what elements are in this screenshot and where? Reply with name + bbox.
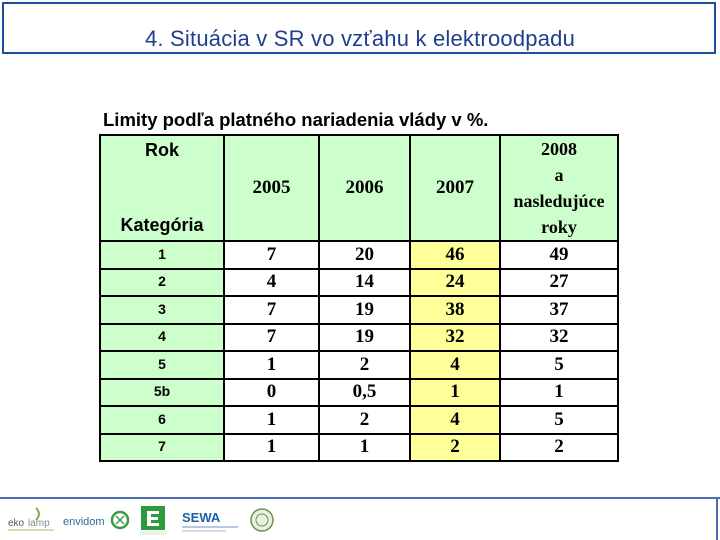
envidom-logo bbox=[62, 504, 130, 536]
value-cell bbox=[224, 241, 319, 269]
value: 5 bbox=[554, 408, 564, 430]
table-row bbox=[100, 351, 618, 379]
value: 1 bbox=[554, 381, 564, 403]
value-cell bbox=[500, 269, 618, 297]
value-cell bbox=[224, 406, 319, 434]
category-cell bbox=[100, 379, 224, 407]
corner-header-cell bbox=[100, 135, 224, 241]
last-year-line: roky bbox=[541, 217, 577, 237]
value-cell bbox=[224, 379, 319, 407]
svg-text:envidom: envidom bbox=[63, 516, 105, 528]
value: 1 bbox=[450, 381, 460, 403]
sewa-logo bbox=[180, 504, 242, 536]
table-heading: Limity podľa platného nariadenia vlády v %. bbox=[103, 109, 489, 130]
category-cell bbox=[100, 434, 224, 462]
value-cell bbox=[319, 296, 410, 324]
value-cell bbox=[410, 406, 500, 434]
value: 14 bbox=[355, 271, 374, 293]
footer-frame-edge bbox=[716, 497, 718, 540]
table-row bbox=[100, 379, 618, 407]
category-label: 7 bbox=[158, 438, 166, 455]
table-row bbox=[100, 434, 618, 462]
year-label: 2005 bbox=[252, 177, 291, 198]
category-label: 2 bbox=[158, 273, 166, 290]
svg-text:SEWA: SEWA bbox=[182, 510, 221, 525]
table-row bbox=[100, 269, 618, 297]
value-cell bbox=[319, 269, 410, 297]
value-cell bbox=[410, 379, 500, 407]
value-cell bbox=[500, 406, 618, 434]
value-cell bbox=[319, 351, 410, 379]
category-label: 5b bbox=[153, 383, 171, 400]
value-cell bbox=[500, 434, 618, 462]
value-cell bbox=[410, 324, 500, 352]
value: 19 bbox=[355, 326, 374, 348]
year-label: 2007 bbox=[436, 177, 474, 198]
value: 20 bbox=[355, 243, 374, 265]
value-cell bbox=[500, 351, 618, 379]
value: 4 bbox=[450, 408, 460, 430]
category-cell bbox=[100, 296, 224, 324]
last-year-line: nasledujúce bbox=[513, 191, 605, 211]
category-label: 1 bbox=[158, 245, 166, 262]
value: 2 bbox=[359, 408, 370, 430]
table-header-row bbox=[100, 135, 618, 241]
value-cell bbox=[410, 241, 500, 269]
value-cell bbox=[224, 269, 319, 297]
value: 1 bbox=[266, 353, 277, 375]
year-header-cell bbox=[224, 135, 319, 241]
value-cell bbox=[319, 379, 410, 407]
category-cell bbox=[100, 351, 224, 379]
column-header-label: Kategória bbox=[120, 215, 204, 235]
elektrowin-logo bbox=[138, 504, 170, 536]
year-header-cell bbox=[410, 135, 500, 241]
value: 38 bbox=[445, 298, 465, 320]
last-year-line: 2008 bbox=[541, 139, 577, 159]
category-cell bbox=[100, 324, 224, 352]
value: 5 bbox=[554, 353, 564, 375]
limits-table bbox=[99, 134, 619, 462]
category-cell bbox=[100, 241, 224, 269]
svg-text:lamp: lamp bbox=[28, 518, 50, 529]
value-cell bbox=[500, 379, 618, 407]
value: 46 bbox=[445, 243, 465, 265]
value: 32 bbox=[549, 326, 569, 348]
value-cell bbox=[224, 351, 319, 379]
value: 37 bbox=[549, 298, 569, 320]
value: 1 bbox=[266, 436, 277, 458]
value-cell bbox=[500, 324, 618, 352]
svg-text:eko: eko bbox=[8, 518, 25, 529]
footer-divider bbox=[0, 497, 720, 499]
value: 7 bbox=[266, 298, 277, 320]
value: 2 bbox=[450, 436, 460, 458]
value-cell bbox=[500, 296, 618, 324]
last-year-line: a bbox=[554, 165, 564, 185]
value: 7 bbox=[266, 326, 277, 348]
value: 24 bbox=[445, 271, 465, 293]
value: 32 bbox=[445, 326, 465, 348]
value: 0,5 bbox=[352, 381, 377, 403]
value-cell bbox=[410, 351, 500, 379]
value-cell bbox=[224, 434, 319, 462]
category-label: 3 bbox=[158, 300, 166, 317]
value-cell bbox=[224, 296, 319, 324]
category-label: 4 bbox=[158, 328, 166, 345]
value: 19 bbox=[355, 298, 374, 320]
value: 49 bbox=[549, 243, 569, 265]
row-header-label: Rok bbox=[144, 140, 179, 160]
round-logo bbox=[248, 504, 276, 536]
table-row bbox=[100, 324, 618, 352]
year-header-cell-last bbox=[500, 135, 618, 241]
value-cell bbox=[410, 296, 500, 324]
year-header-cell bbox=[319, 135, 410, 241]
value-cell bbox=[319, 324, 410, 352]
value: 1 bbox=[359, 436, 370, 458]
category-cell bbox=[100, 269, 224, 297]
table-row bbox=[100, 406, 618, 434]
table-row bbox=[100, 241, 618, 269]
table-row bbox=[100, 296, 618, 324]
slide-title: 4. Situácia v SR vo vzťahu k elektroodpadu bbox=[145, 26, 575, 51]
value-cell bbox=[500, 241, 618, 269]
value: 0 bbox=[266, 381, 277, 403]
value-cell bbox=[410, 434, 500, 462]
value: 4 bbox=[450, 353, 460, 375]
value: 7 bbox=[266, 243, 277, 265]
value-cell bbox=[319, 241, 410, 269]
ekolamp-logo bbox=[6, 504, 58, 536]
value-cell bbox=[319, 434, 410, 462]
value: 2 bbox=[359, 353, 370, 375]
value: 4 bbox=[266, 271, 277, 293]
value: 1 bbox=[266, 408, 277, 430]
value: 27 bbox=[549, 271, 569, 293]
year-label: 2006 bbox=[345, 177, 384, 198]
value-cell bbox=[224, 324, 319, 352]
category-label: 6 bbox=[158, 410, 166, 427]
category-cell bbox=[100, 406, 224, 434]
value-cell bbox=[410, 269, 500, 297]
value: 2 bbox=[554, 436, 564, 458]
value-cell bbox=[319, 406, 410, 434]
category-label: 5 bbox=[158, 355, 166, 372]
